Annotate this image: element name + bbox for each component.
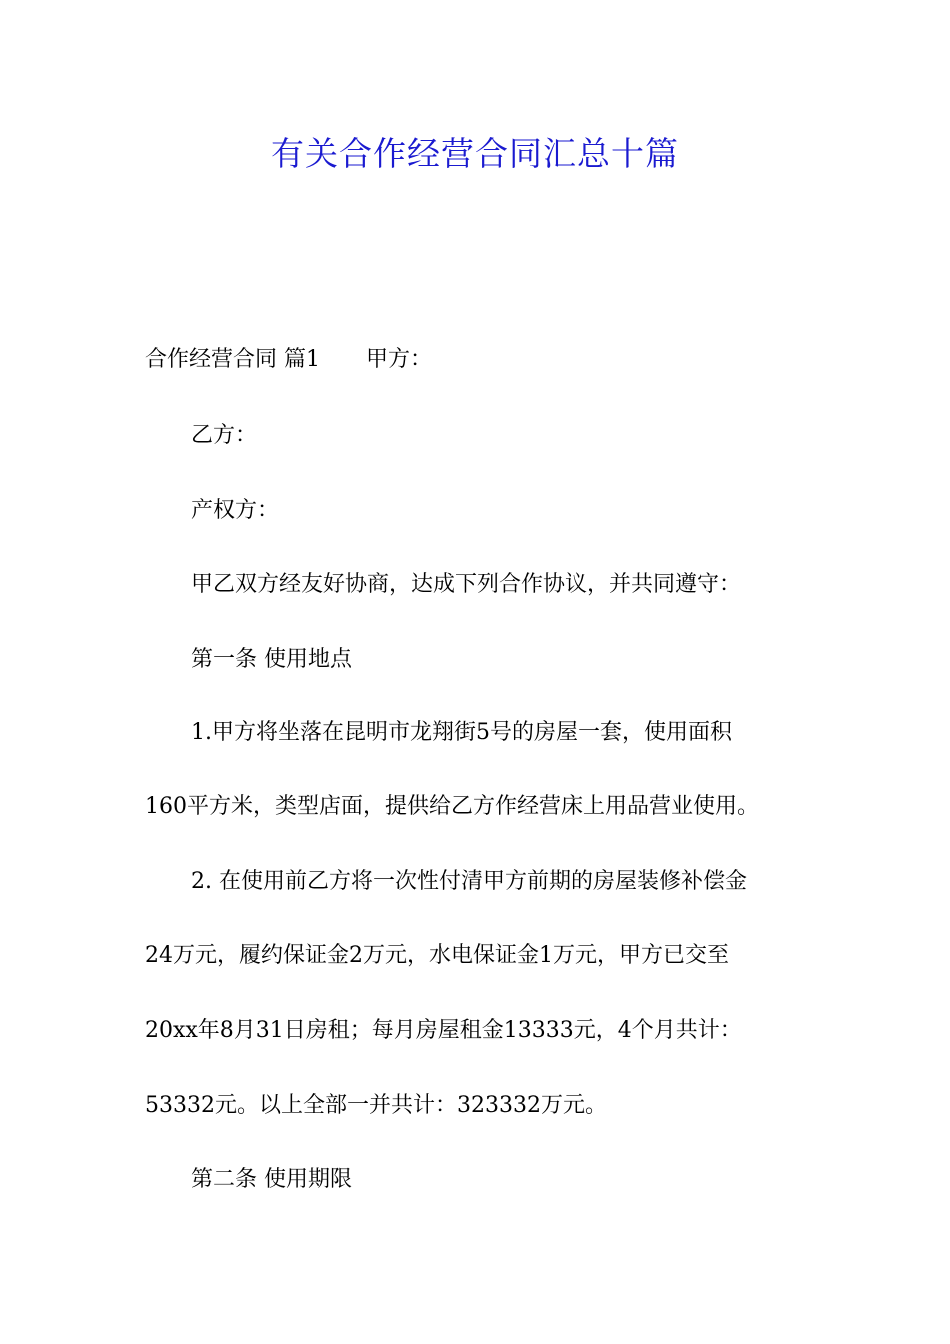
property-owner-label: 产权方： [191, 498, 280, 523]
contract-heading-row [145, 345, 432, 375]
article-1-title: 第一条 使用地点 [191, 647, 352, 672]
party-b-label: 乙方： [191, 423, 258, 448]
item-2-line-2: 24万元，履约保证金2万元，水电保证金1万元，甲方已交至 [145, 943, 729, 968]
article-2-title: 第二条 使用期限 [191, 1167, 352, 1192]
item-2-line-1: 2. 在使用前乙方将一次性付清甲方前期的房屋装修补偿金 [191, 869, 747, 894]
item-1-line-1: 1.甲方将坐落在昆明市龙翔街5号的房屋一套，使用面积 [191, 720, 732, 745]
contract-heading: 合作经营合同 篇1 [145, 347, 320, 372]
item-1-line-2: 160平方米，类型店面，提供给乙方作经营床上用品营业使用。 [145, 794, 759, 819]
item-2-line-3: 20xx年8月31日房租；每月房屋租金13333元，4个月共计： [145, 1018, 742, 1043]
item-2-line-4: 53332元。以上全部一并共计：323332万元。 [145, 1093, 607, 1118]
document-title: 有关合作经营合同汇总十篇 [271, 134, 679, 173]
party-a-label: 甲方： [366, 347, 433, 372]
intro-paragraph: 甲乙双方经友好协商，达成下列合作协议，并共同遵守： [191, 572, 742, 597]
